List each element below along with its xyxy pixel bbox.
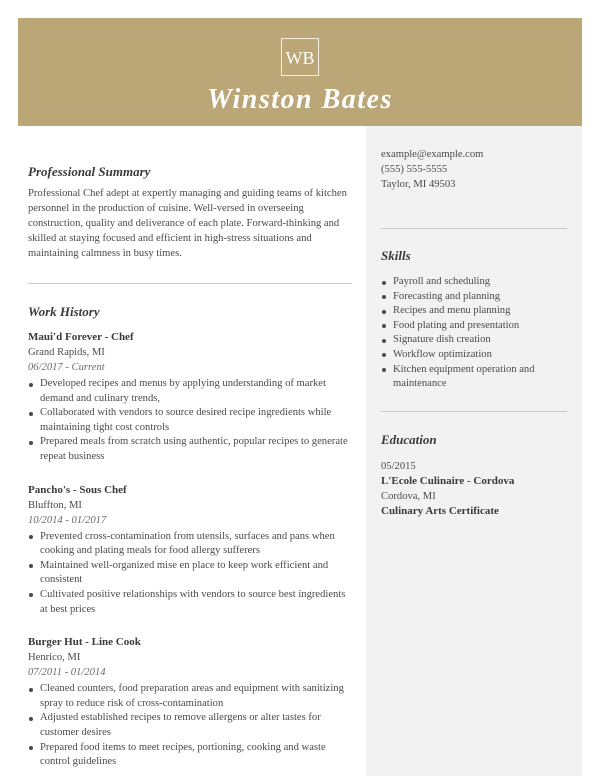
job-location: Bluffton, MI [28,499,82,511]
job-bullet: Cleaned counters, food preparation areas and equipment with sanitizing spray to reduce risk of cross-contamination [28,682,354,711]
monogram-badge: WB [281,38,319,76]
sidebar-divider-1 [381,228,567,229]
candidate-name: Winston Bates [207,84,393,115]
job-bullets [28,377,354,465]
skill-item: Kitchen equipment operation and maintenance [381,363,571,392]
education-school: L'Ecole Culinaire - Cordova [381,475,515,487]
job-title: Burger Hut - Line Cook [28,636,141,649]
education-location: Cordova, MI [381,491,436,502]
main-divider [28,283,352,284]
skills-list [381,275,571,392]
skill-item: Signature dish creation [381,333,571,348]
summary-text: Professional Chef adept at expertly managing and guiding teams of kitchen personnel in the production of cuisine. Well-versed in overseeing construction, quality and deliverance of each plate. Forward-thinking and skilled at staying focused and efficient in high-stress situations and maintaining calmness in busy times. [28,188,347,259]
skill-item: Food plating and presentation [381,319,571,334]
job-bullets [28,530,354,618]
job-location: Henrico, MI [28,652,81,664]
sidebar-divider-2 [381,411,567,412]
education-section [381,432,571,519]
skill-item: Workflow optimization [381,348,571,363]
job-bullets [28,682,354,770]
sidebar [366,126,582,776]
job-dates: 10/2014 - 01/2017 [28,514,107,526]
job-location: Grand Rapids, MI [28,347,105,358]
job-bullet: Cultivated positive relationships with vendors to source best ingredients at best prices [28,588,354,617]
summary-heading: Professional Summary [28,164,151,179]
job-entry [28,635,354,770]
job-bullet: Maintained well-organized mise en place to keep work efficient and consistent [28,559,354,588]
skills-section [381,248,571,392]
contact-phone: (555) 555-5555 [381,164,448,175]
resume-header [18,18,582,126]
job-bullet: Adjusted established recipes to remove allergens or alter tastes for customer desires [28,711,354,740]
skill-item: Recipes and menu planning [381,304,571,319]
job-entry [28,330,354,465]
education-date: 05/2015 [381,461,416,472]
job-bullet: Developed recipes and menus by applying understanding of market demand and culinary trends, [28,377,354,406]
job-title: Maui'd Forever - Chef [28,331,134,343]
education-degree: Culinary Arts Certificate [381,505,499,517]
job-bullet: Prepared food items to meet recipes, portioning, cooking and waste control guidelines [28,741,354,770]
job-entry [28,483,354,618]
summary-section [28,164,354,261]
skill-item: Payroll and scheduling [381,275,571,290]
resume-page [18,18,582,776]
education-heading: Education [381,432,437,447]
job-bullet: Prevented cross-contamination from utensils, surfaces and pans when cooking and plating meals for food allergy sufferers [28,530,354,559]
contact-email: example@example.com [381,149,484,160]
skill-item: Forecasting and planning [381,290,571,305]
skills-heading: Skills [381,248,411,263]
work-history-heading: Work History [28,304,100,319]
work-history-section [28,304,354,770]
job-dates: 07/2011 - 01/2014 [28,667,106,679]
job-bullet: Prepared meals from scratch using authentic, popular recipes to generate repeat business [28,435,354,464]
contact-address: Taylor, MI 49503 [381,179,456,190]
contact-block [381,147,571,192]
job-dates: 06/2017 - Current [28,362,105,373]
job-bullet: Collaborated with vendors to source desired recipe ingredients while maintaining tight cost controls [28,406,354,435]
job-title: Pancho's - Sous Chef [28,483,127,496]
